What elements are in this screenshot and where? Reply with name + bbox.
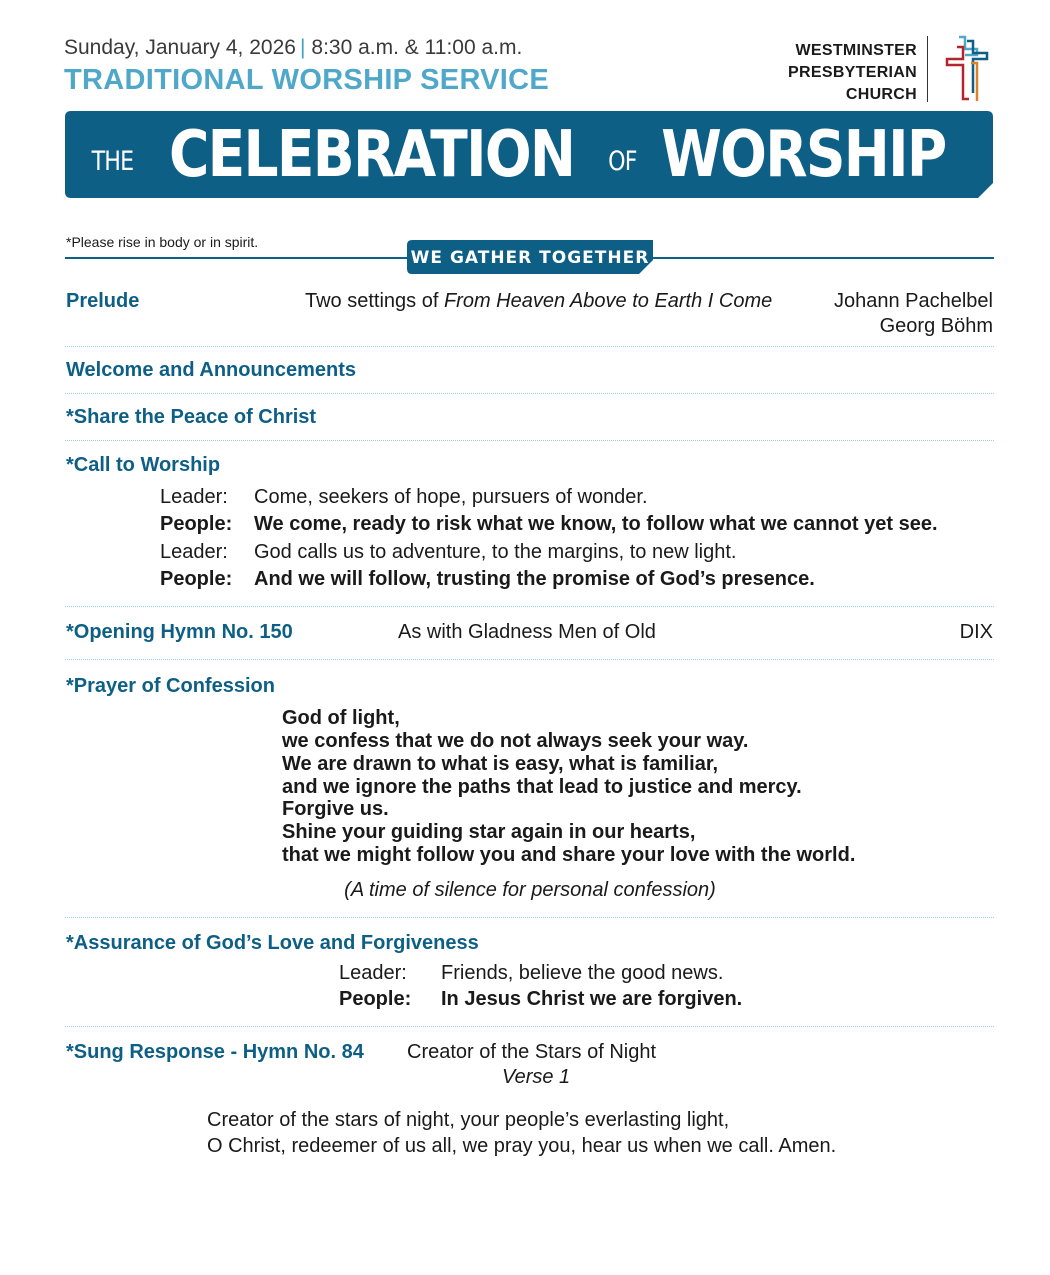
response-title: Creator of the Stars of Night <box>407 1041 657 1063</box>
call-text: We come, ready to risk what we know, to follow what we cannot yet see. <box>254 513 938 535</box>
call-role: People: <box>160 513 233 535</box>
prelude-desc-plain: Two settings of <box>305 290 444 312</box>
logo-line: CHURCH <box>845 86 917 103</box>
call-heading: *Call to Worship <box>66 454 221 476</box>
divider <box>65 1026 994 1027</box>
call-text: And we will follow, trusting the promise of God’s presence. <box>254 568 815 590</box>
banner-worship: WORSHIP <box>661 117 946 192</box>
confession-line: Forgive us. <box>282 798 389 820</box>
prelude-desc-title: From Heaven Above to Earth I Come <box>443 290 773 312</box>
logo-divider <box>927 36 928 102</box>
banner-the: THE <box>91 146 134 177</box>
hymn150-heading: *Opening Hymn No. 150 <box>66 621 293 643</box>
service-date-line <box>64 36 522 60</box>
confession-heading: *Prayer of Confession <box>66 675 275 697</box>
church-logo-text <box>770 40 917 106</box>
hymn150-title: As with Gladness Men of Old <box>398 621 656 643</box>
banner-of: OF <box>608 146 637 177</box>
assurance-role: People: <box>339 988 412 1010</box>
confession-line: that we might follow you and share your love with the world. <box>282 844 856 866</box>
peace-heading: *Share the Peace of Christ <box>66 406 317 428</box>
banner-celebration: CELEBRATION <box>169 117 575 192</box>
response-lyric: O Christ, redeemer of us all, we pray you, hear us when we call. Amen. <box>207 1135 837 1157</box>
call-role: Leader: <box>160 486 228 508</box>
confession-line: We are drawn to what is easy, what is familiar, <box>282 753 719 775</box>
banner-title <box>65 111 993 198</box>
hymn150-tune: DIX <box>959 621 993 643</box>
assurance-role: Leader: <box>339 962 407 984</box>
response-verse: Verse 1 <box>502 1066 571 1088</box>
assurance-heading: *Assurance of God’s Love and Forgiveness <box>66 932 479 954</box>
prelude-description <box>305 290 772 313</box>
logo-line: PRESBYTERIAN <box>788 64 917 81</box>
call-role: People: <box>160 568 233 590</box>
service-times: 8:30 a.m. & 11:00 a.m. <box>311 36 523 59</box>
rise-note: *Please rise in body or in spirit. <box>66 234 259 250</box>
divider <box>65 440 994 441</box>
service-date: Sunday, January 4, 2026 <box>64 36 296 59</box>
call-text: God calls us to adventure, to the margins, to new light. <box>254 541 737 563</box>
assurance-text: In Jesus Christ we are forgiven. <box>441 988 743 1010</box>
section-tab-label: WE GATHER TOGETHER <box>410 248 650 268</box>
divider <box>65 917 994 918</box>
prelude-composer-1: Johann Pachelbel <box>833 290 993 312</box>
assurance-text: Friends, believe the good news. <box>441 962 724 984</box>
date-separator: | <box>299 36 306 59</box>
confession-line: God of light, <box>282 707 400 729</box>
cross-logo-icon <box>937 33 993 103</box>
call-role: Leader: <box>160 541 228 563</box>
call-text: Come, seekers of hope, pursuers of wonder. <box>254 486 648 508</box>
service-title: TRADITIONAL WORSHIP SERVICE <box>64 64 550 96</box>
response-lyric: Creator of the stars of night, your people’s everlasting light, <box>207 1109 730 1131</box>
divider <box>65 606 994 607</box>
welcome-heading: Welcome and Announcements <box>66 359 357 381</box>
logo-line: WESTMINSTER <box>795 42 917 59</box>
divider <box>65 659 994 660</box>
confession-silence-note: (A time of silence for personal confession) <box>344 879 716 901</box>
divider <box>65 346 994 347</box>
prelude-heading: Prelude <box>66 290 140 312</box>
divider <box>65 393 994 394</box>
prelude-composer-2: Georg Böhm <box>879 315 993 337</box>
confession-line: Shine your guiding star again in our hearts, <box>282 821 696 843</box>
confession-line: we confess that we do not always seek your way. <box>282 730 749 752</box>
response-heading: *Sung Response - Hymn No. 84 <box>66 1041 364 1063</box>
confession-line: and we ignore the paths that lead to justice and mercy. <box>282 776 802 798</box>
